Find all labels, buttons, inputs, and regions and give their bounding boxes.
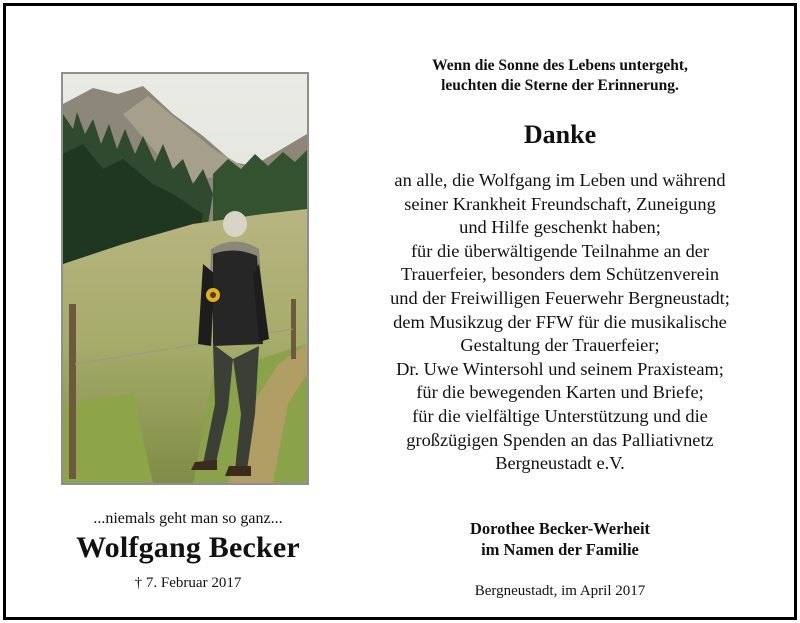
- thanks-line: Dr. Uwe Wintersohl und seinem Praxisteam;: [396, 358, 724, 379]
- memorial-quote: [326, 56, 794, 96]
- thanks-line: großzügigen Spenden an das Palliativnetz: [406, 429, 714, 450]
- death-date: † 7. Februar 2017: [134, 575, 242, 591]
- thanks-line: und Hilfe geschenkt haben;: [459, 217, 661, 238]
- memorial-photo: [61, 72, 309, 485]
- thanks-line: an alle, die Wolfgang im Leben und während: [394, 170, 726, 190]
- thanks-line: und der Freiwilligen Feuerwehr Bergneustadt;: [390, 287, 730, 308]
- notice-frame: [3, 3, 797, 620]
- motto: ...niemals geht man so ganz...: [93, 510, 283, 527]
- thanks-line: für die bewegenden Karten und Briefe;: [416, 382, 704, 403]
- heading-danke: Danke: [523, 120, 597, 149]
- quote-line: leuchten die Sterne der Erinnerung.: [441, 77, 679, 94]
- thanks-line: seiner Krankheit Freundschaft, Zuneigung: [404, 193, 716, 214]
- thanks-line: für die vielfältige Unterstützung und die: [412, 405, 708, 426]
- thanks-line: Bergneustadt e.V.: [495, 453, 625, 474]
- thanks-line: dem Musikzug der FFW für die musikalische: [393, 311, 727, 332]
- signature-name: Dorothee Becker-Werheit: [469, 519, 651, 538]
- signature: [326, 518, 794, 560]
- place-date: Bergneustadt, im April 2017: [474, 583, 646, 599]
- deceased-name: Wolfgang Becker: [76, 531, 300, 564]
- hiker-mountain-photo: [63, 74, 307, 483]
- signature-subtitle: im Namen der Familie: [481, 540, 639, 559]
- thanks-line: Gestaltung der Trauerfeier;: [460, 335, 660, 356]
- thanks-line: Trauerfeier, besonders dem Schützenverein: [400, 264, 720, 285]
- quote-line: Wenn die Sonne des Lebens untergeht,: [432, 57, 688, 74]
- thanks-line: für die überwältigende Teilnahme an der: [410, 240, 710, 261]
- thanks-text: [326, 169, 794, 476]
